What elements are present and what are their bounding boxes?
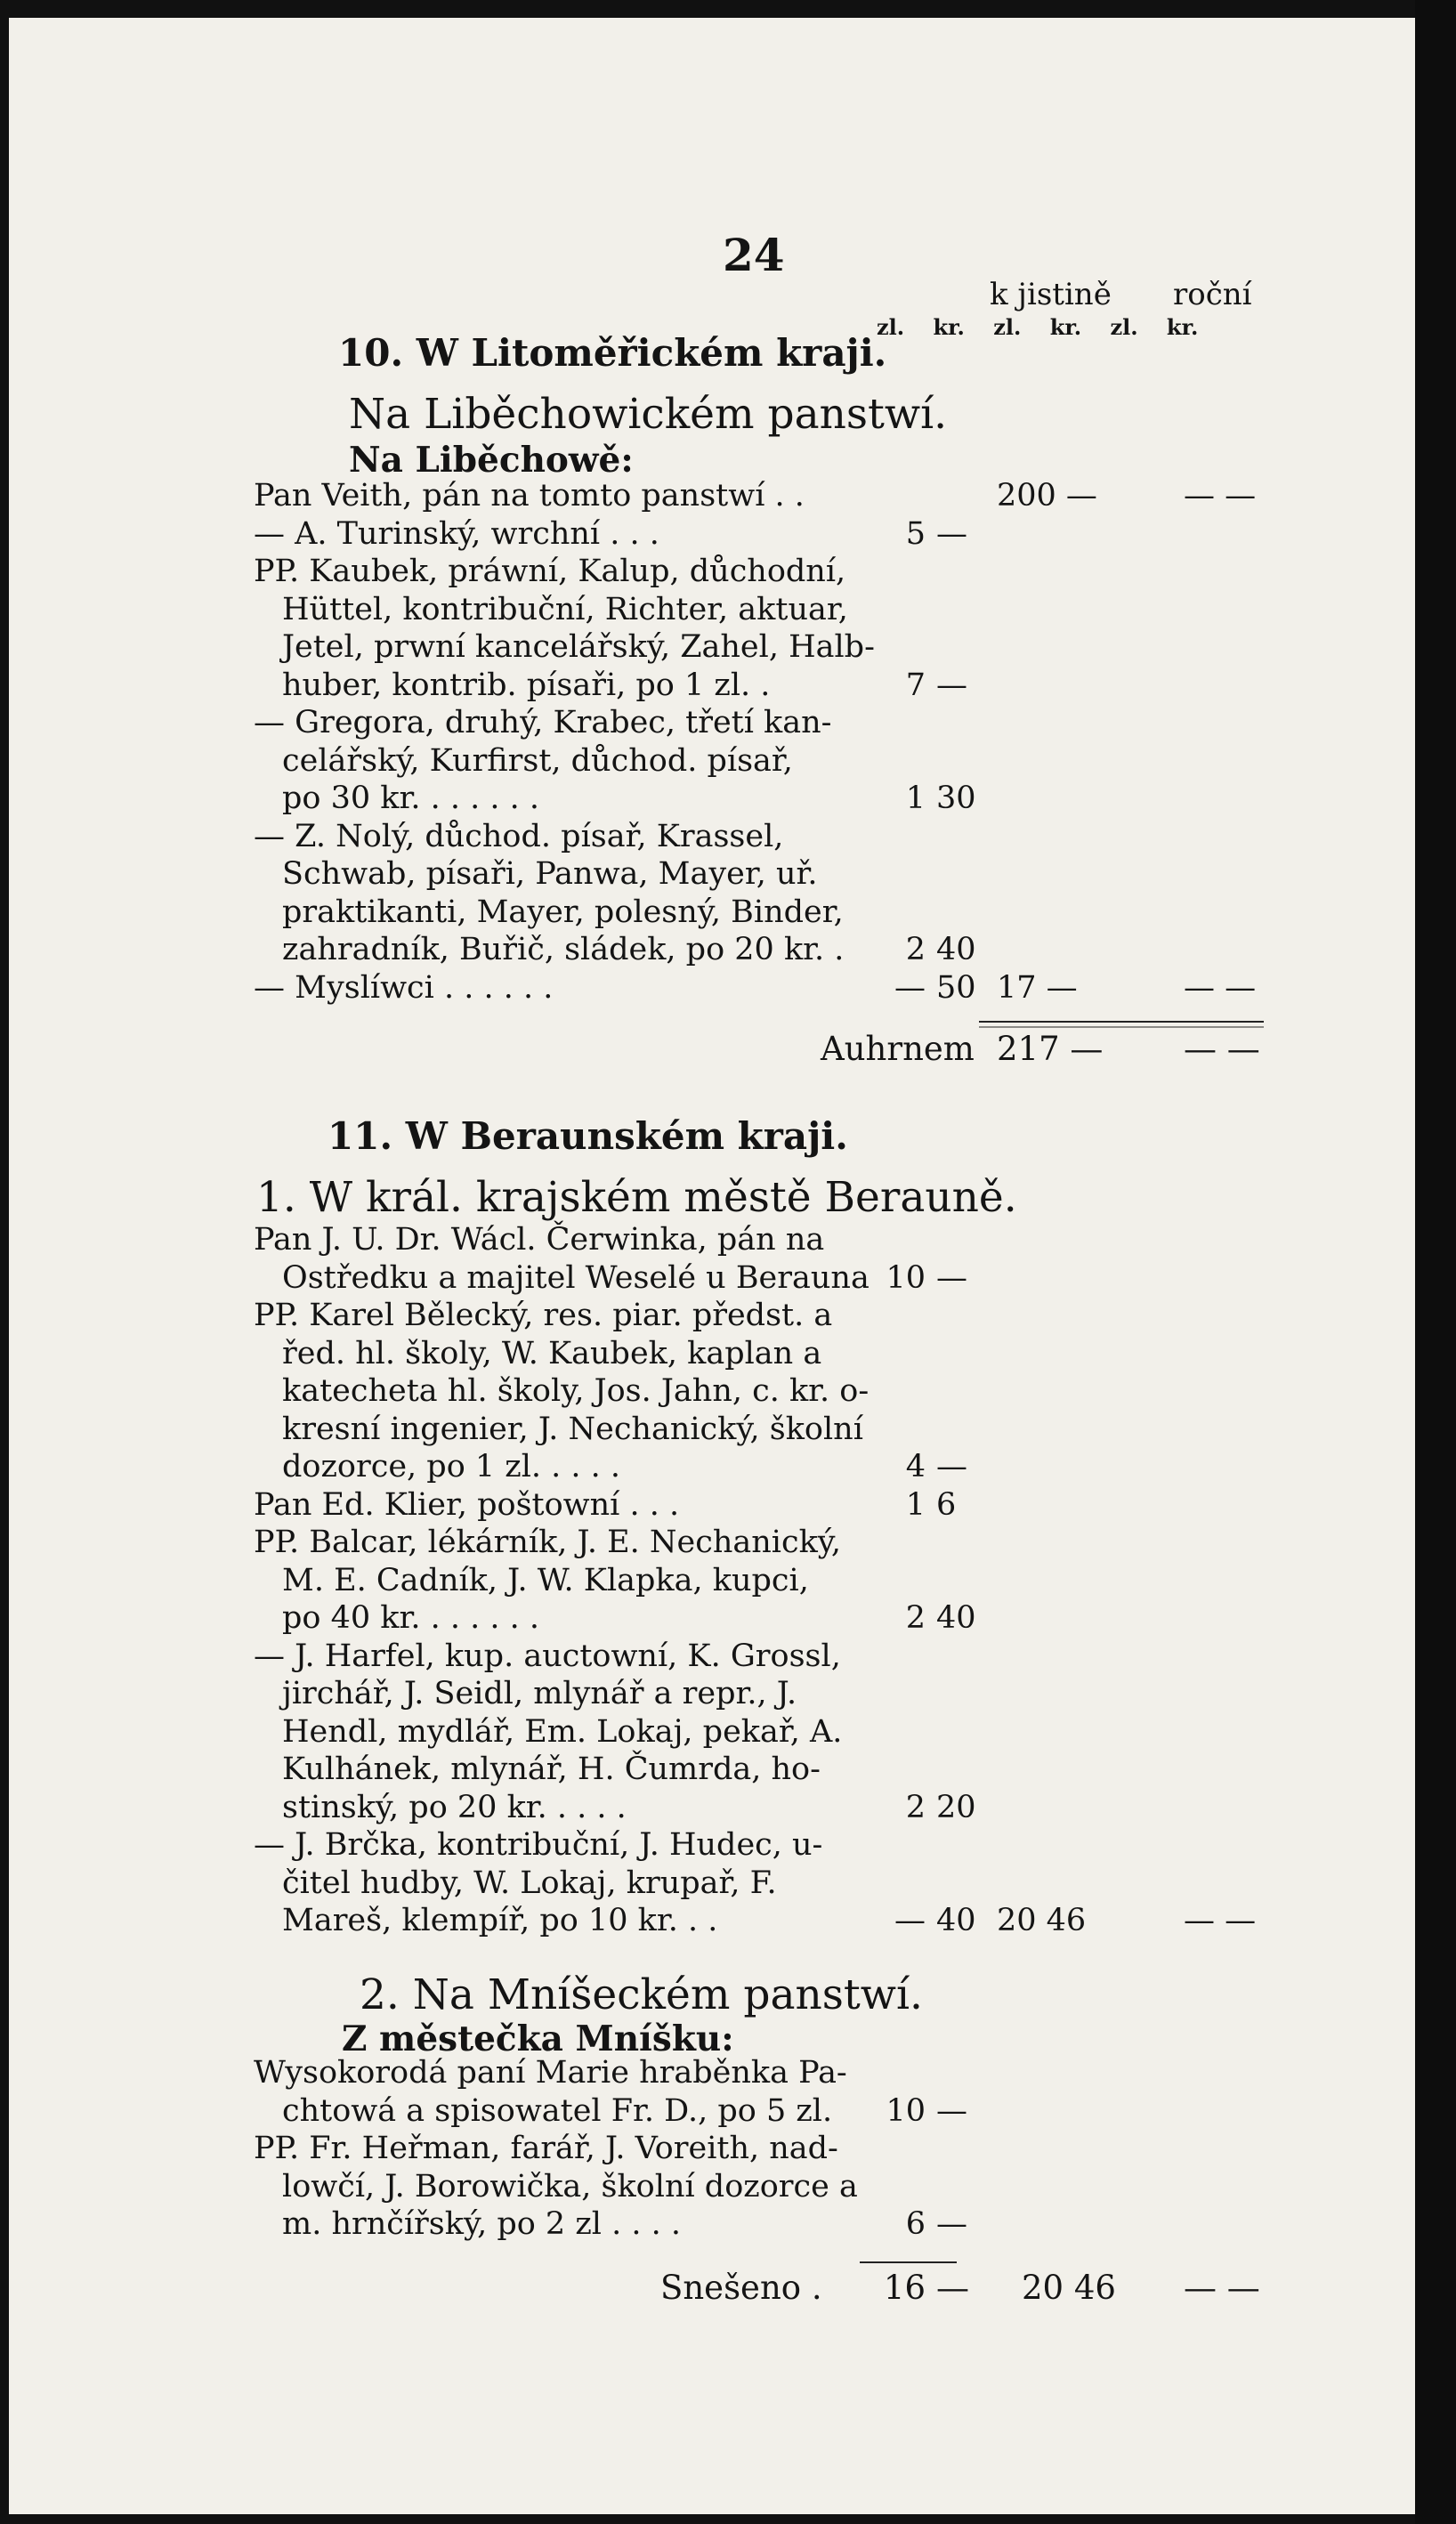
entry-line: celářský, Kurfirst, důchod. písař, bbox=[282, 742, 793, 779]
amount-kr: — bbox=[936, 667, 967, 703]
amount-kr: 40 bbox=[936, 932, 976, 967]
amount-kr: 6 bbox=[936, 1486, 957, 1523]
amount-kr: — bbox=[936, 1449, 967, 1484]
amount-kr: 20 bbox=[936, 1789, 976, 1825]
units-header: zl. kr. zl. kr. zl. kr. bbox=[877, 314, 1199, 340]
entry-line: lowčí, J. Borowička, školní dozorce a bbox=[282, 2168, 858, 2204]
entry-line: stinský, po 20 kr. . . . . bbox=[282, 1789, 627, 1825]
total-col1-kr: — bbox=[936, 2269, 969, 2307]
entry-line: zahradník, Buřič, sládek, po 20 kr. . bbox=[282, 932, 845, 967]
entry-line: Hendl, mydlář, Em. Lokaj, pekař, A. bbox=[282, 1713, 843, 1750]
entry-line: — A. Turinský, wrchní . . . bbox=[254, 515, 659, 552]
amount-kr: 30 bbox=[936, 781, 976, 816]
entry-line: PP. Balcar, lékárník, J. E. Nechanický, bbox=[254, 1525, 842, 1560]
annual-amount: — — bbox=[1184, 1903, 1257, 1938]
estate-heading: Na Liběchowickém panstwí. bbox=[349, 390, 948, 439]
entry-line: PP. Karel Bělecký, res. piar. předst. a bbox=[254, 1298, 833, 1333]
principal-amount: 20 46 bbox=[997, 1903, 1087, 1938]
amount-zl: 5 bbox=[905, 515, 926, 552]
page-number: 24 bbox=[723, 229, 785, 281]
amount-zl: 1 bbox=[905, 1486, 926, 1523]
entry-line: — J. Brčka, kontribuční, J. Hudec, u- bbox=[254, 1827, 823, 1863]
entry-line: řed. hl. školy, W. Kaubek, kaplan a bbox=[282, 1335, 822, 1371]
total-col3: — — bbox=[1184, 1030, 1260, 1068]
annual-amount: — — bbox=[1184, 478, 1257, 514]
annual-amount: — — bbox=[1184, 969, 1257, 1006]
entry-line: Hüttel, kontribuční, Richter, aktuar, bbox=[282, 591, 848, 627]
entry-line: katecheta hl. školy, Jos. Jahn, c. kr. o- bbox=[282, 1373, 870, 1409]
amount-kr: — bbox=[936, 515, 967, 552]
amount-zl: 2 bbox=[905, 1789, 926, 1825]
amount-zl: — bbox=[894, 1903, 926, 1938]
entry-line: jirchář, J. Seidl, mlynář a repr., J. bbox=[282, 1676, 797, 1711]
entry-line: Pan Veith, pán na tomto panstwí . . bbox=[254, 478, 805, 514]
col2-header: k jistině bbox=[990, 277, 1112, 312]
amount-zl: 2 bbox=[905, 932, 926, 967]
entry-line: Pan J. U. Dr. Wácl. Čerwinka, pán na bbox=[254, 1222, 825, 1258]
entry-line: Schwab, písaři, Panwa, Mayer, uř. bbox=[282, 856, 818, 892]
entry-line: po 40 kr. . . . . . . bbox=[282, 1600, 539, 1636]
amount-kr: 50 bbox=[936, 969, 976, 1006]
amount-kr: — bbox=[936, 2206, 967, 2242]
entry-line: huber, kontrib. písaři, po 1 zl. . bbox=[282, 667, 771, 703]
principal-amount: 200 — bbox=[997, 478, 1097, 514]
section-title: 11. W Beraunském kraji. bbox=[328, 1114, 848, 1158]
amount-kr: 40 bbox=[936, 1600, 976, 1636]
total-col2: 217 — bbox=[997, 1030, 1104, 1068]
place-heading: Na Liběchowě: bbox=[349, 440, 634, 481]
entry-line: dozorce, po 1 zl. . . . . bbox=[282, 1449, 621, 1484]
entry-line: — Z. Nolý, důchod. písař, Krassel, bbox=[254, 818, 784, 854]
entry-line: M. E. Cadník, J. W. Klapka, kupci, bbox=[282, 1562, 809, 1598]
entry-line: Wysokorodá paní Marie hraběnka Pa- bbox=[254, 2055, 847, 2091]
amount-kr: — bbox=[936, 1259, 967, 1296]
amount-kr: — bbox=[936, 2092, 967, 2129]
entry-line: — J. Harfel, kup. auctowní, K. Grossl, bbox=[254, 1638, 841, 1674]
section-title: 10. W Litoměřickém kraji. bbox=[338, 331, 887, 375]
col3-header: roční bbox=[1173, 277, 1252, 312]
entry-line: Jetel, prwní kancelářský, Zahel, Halb- bbox=[282, 629, 875, 665]
amount-zl: 10 bbox=[886, 1259, 926, 1296]
place-heading: Z městečka Mníšku: bbox=[342, 2018, 734, 2059]
entry-line: m. hrnčířský, po 2 zl . . . . bbox=[282, 2206, 681, 2242]
total-label: Snešeno . bbox=[660, 2269, 822, 2307]
entry-line: po 30 kr. . . . . . . bbox=[282, 781, 539, 816]
entry-line: Ostředku a majitel Weselé u Berauna bbox=[282, 1259, 870, 1296]
entry-line: — Gregora, druhý, Krabec, třetí kan- bbox=[254, 705, 832, 740]
estate-heading: 2. Na Mníšeckém panstwí. bbox=[360, 1970, 923, 2019]
amount-zl: 10 bbox=[886, 2092, 926, 2129]
amount-zl: 2 bbox=[905, 1600, 926, 1636]
amount-zl: 4 bbox=[905, 1449, 926, 1484]
total-col3: — — bbox=[1184, 2269, 1260, 2307]
amount-zl: 6 bbox=[905, 2206, 926, 2242]
total-col1-zl: 16 bbox=[883, 2269, 926, 2307]
total-label: Auhrnem bbox=[821, 1030, 975, 1068]
entry-line: Kulhánek, mlynář, H. Čumrda, ho- bbox=[282, 1751, 821, 1787]
entry-line: Pan Ed. Klier, poštowní . . . bbox=[254, 1486, 680, 1523]
principal-amount: 17 — bbox=[997, 969, 1078, 1006]
entry-line: PP. Fr. Heřman, farář, J. Voreith, nad- bbox=[254, 2131, 838, 2166]
amount-zl: — bbox=[894, 969, 926, 1006]
estate-heading: 1. W král. krajském městě Berauně. bbox=[256, 1173, 1017, 1222]
entry-line: PP. Kaubek, práwní, Kalup, důchodní, bbox=[254, 554, 846, 589]
amount-kr: 40 bbox=[936, 1903, 976, 1938]
entry-line: čitel hudby, W. Lokaj, krupař, F. bbox=[282, 1865, 777, 1901]
entry-line: chtowá a spisowatel Fr. D., po 5 zl. bbox=[282, 2092, 833, 2129]
entry-line: kresní ingenier, J. Nechanický, školní bbox=[282, 1411, 863, 1447]
entry-line: praktikanti, Mayer, polesný, Binder, bbox=[282, 894, 844, 930]
total-col2: 20 46 bbox=[1022, 2269, 1116, 2307]
amount-zl: 1 bbox=[905, 781, 926, 816]
amount-zl: 7 bbox=[905, 667, 926, 703]
entry-line: — Myslíwci . . . . . . bbox=[254, 969, 554, 1006]
entry-line: Mareš, klempíř, po 10 kr. . . bbox=[282, 1903, 718, 1938]
